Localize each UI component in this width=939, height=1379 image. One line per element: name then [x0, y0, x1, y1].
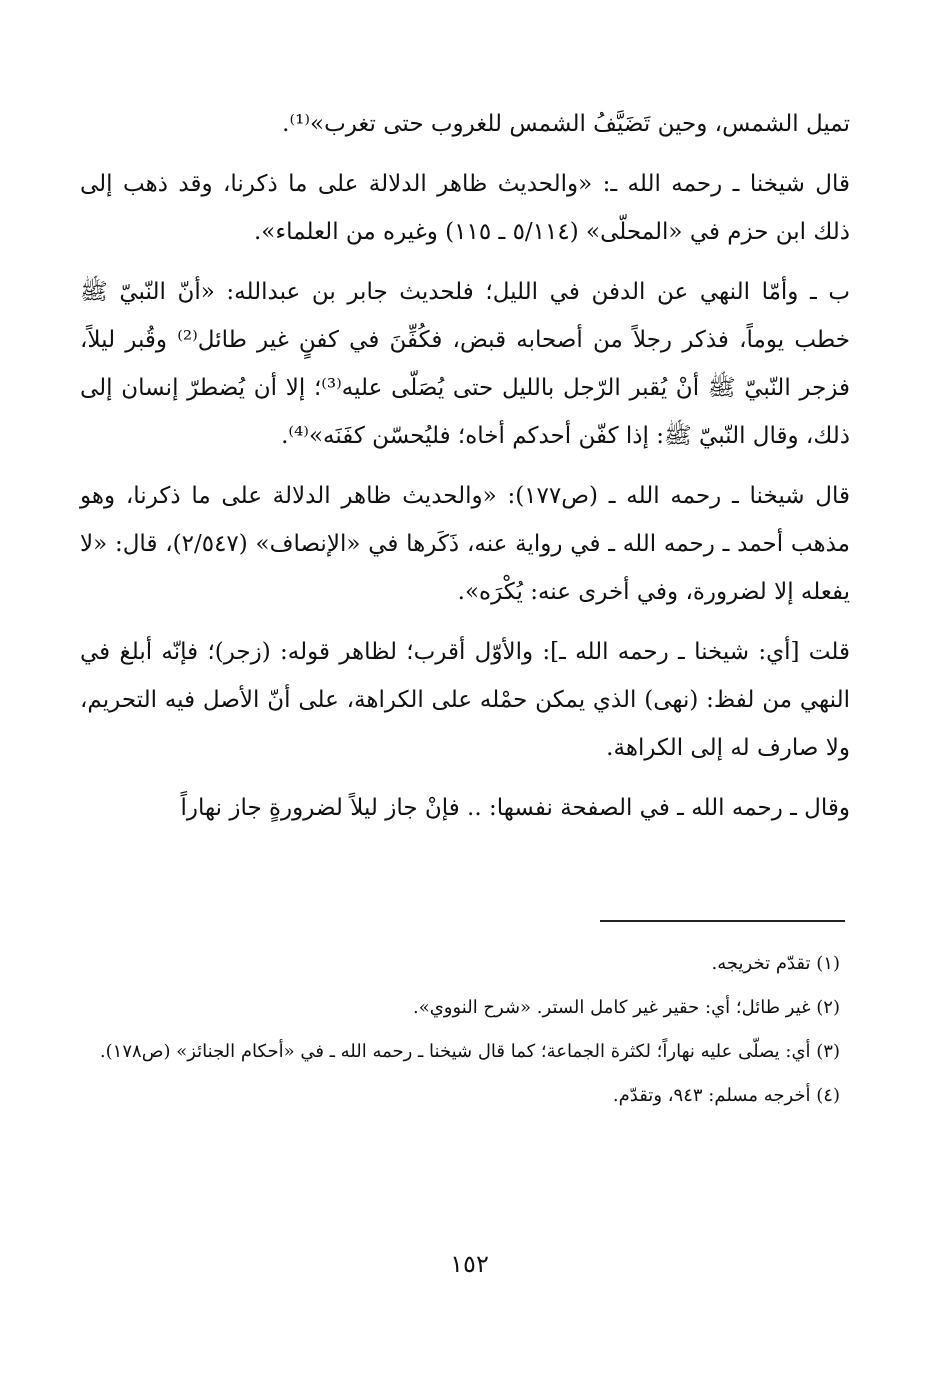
footnote-1: (١) تقدّم تخريجه.	[711, 953, 840, 974]
footnote-4: (٤) أخرجه مسلم: ٩٤٣، وتقدّم.	[612, 1085, 840, 1106]
paragraph-5: قلت [أي: شيخنا ـ رحمه الله ـ]: والأوّل أقرب؛ لظاهر قوله: (زجر)؛ فإنّه أبلغ في النهي من لفظ: (نهى) الذي يمكن حمْله على الكراهة، على أنّ الأصل فيه التحريم، ولا صارف له إلى الكراهة.	[80, 639, 850, 761]
paragraph-4: قال شيخنا ـ رحمه الله ـ (ص١٧٧): «والحديث ظاهر الدلالة على ما ذكرنا، وهو مذهب أحمد ـ رحمه الله ـ في رواية عنه، ذَكَرها في «الإنصاف» (٢/٥٤٧)، قال: «لا يفعله إلا لضرورة، وفي أخرى عنه: يُكْرَه».	[80, 483, 851, 605]
footnote-3: (٣) أي: يصلّى عليه نهاراً؛ لكثرة الجماعة؛ كما قال شيخنا ـ رحمه الله ـ في «أحكام الجنائز» (ص١٧٨).	[99, 1041, 840, 1062]
paragraph-6: وقال ـ رحمه الله ـ في الصفحة نفسها: .. فإنْ جاز ليلاً لضرورةٍ جاز نهاراً	[180, 795, 850, 821]
paragraph-2: قال شيخنا ـ رحمه الله ـ: «والحديث ظاهر الدلالة على ما ذكرنا، وقد ذهب إلى ذلك ابن حزم في «المحلّى» (٥/١١٤ ـ ١١٥) وغيره من العلماء».	[80, 171, 850, 245]
main-text	[80, 100, 850, 844]
paragraph-3: ب ـ وأمّا النهي عن الدفن في الليل؛ فلحديث جابر بن عبدالله: «أنّ النّبيّ ﷺ خطب يوماً، فذكر رجلاً من أصحابه قبض، فكُفِّنَ في كفنٍ غير طائل⁽²⁾ وقُبر ليلاً، فزجر النّبيّ ﷺ أنْ يُقبر الرّجل بالليل حتى يُصَلّى عليه⁽³⁾؛ إلا أن يُضطرّ إنسان إلى ذلك، وقال النّبيّ ﷺ: إذا كفّن أحدكم أخاه؛ فليُحسّن كفَنَه»⁽⁴⁾.	[80, 279, 850, 449]
footnote-divider	[600, 920, 845, 922]
footnote-2: (٢) غير طائل؛ أي: حقير غير كامل الستر. «شرح النووي».	[412, 997, 840, 1018]
page-number: ١٥٢	[450, 1250, 489, 1278]
footnotes	[80, 940, 840, 1120]
paragraph-1: تميل الشمس، وحين تَضَيَّفُ الشمس للغروب حتى تغرب»⁽¹⁾.	[282, 111, 850, 137]
